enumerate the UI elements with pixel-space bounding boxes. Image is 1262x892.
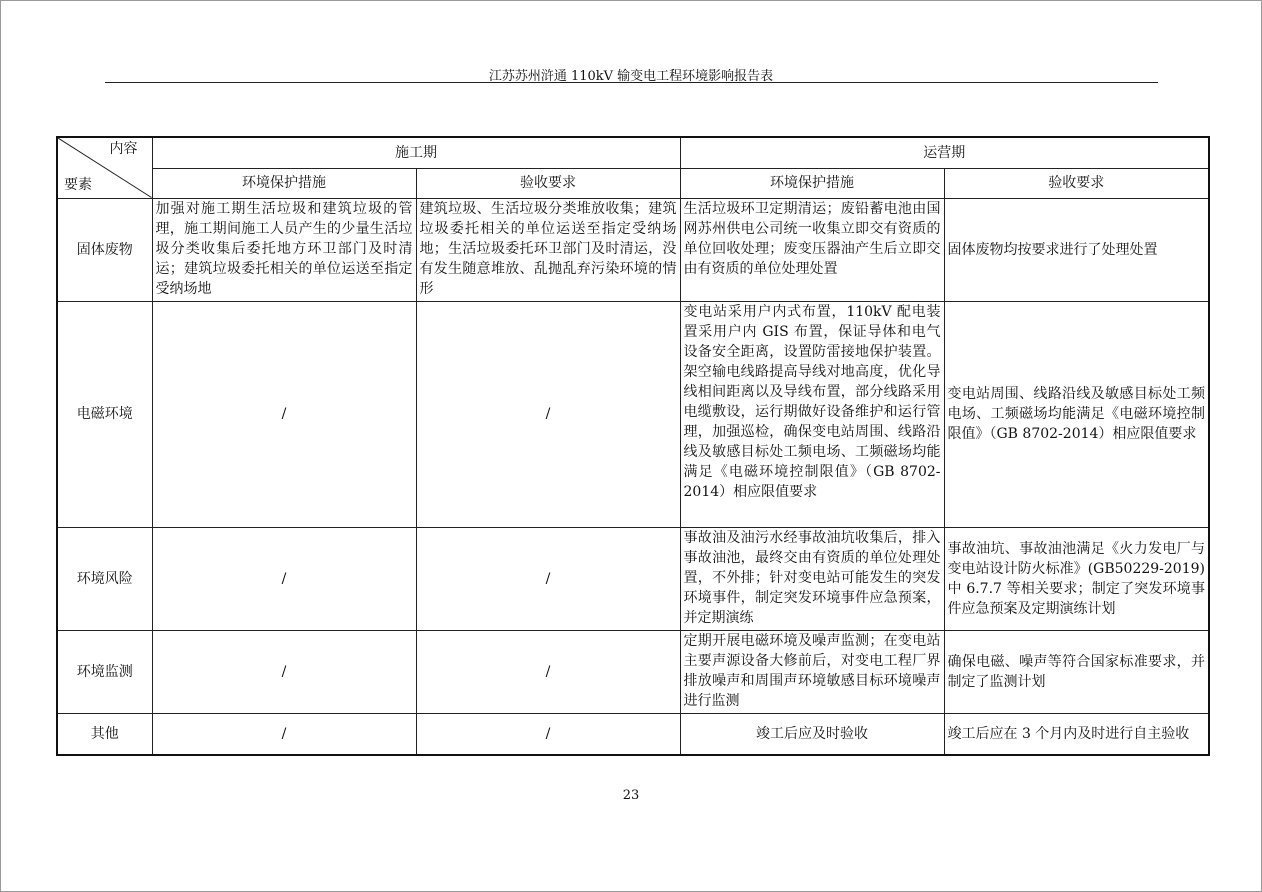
corner-label-content: 内容	[109, 141, 138, 157]
table-row-electromagnetic	[57, 301, 1209, 527]
cell-operation-acceptance: 变电站周围、线路沿线及敏感目标处工频电场、工频磁场均能满足《电磁环境控制限值》（GB 8702-2014）相应限值要求	[944, 301, 1209, 527]
table-header-row-phases	[57, 137, 1209, 168]
cell-operation-measures: 竣工后应及时验收	[680, 713, 944, 755]
table-row-other	[57, 713, 1209, 755]
cell-construction-acceptance: /	[416, 301, 680, 527]
column-header-operation-acceptance: 验收要求	[944, 168, 1209, 198]
cell-operation-measures: 定期开展电磁环境及噪声监测；在变电站主要声源设备大修前后，对变电工程厂界排放噪声和周围声环境敏感目标环境噪声进行监测	[680, 630, 944, 713]
cell-operation-measures: 生活垃圾环卫定期清运；废铅蓄电池由国网苏州供电公司统一收集立即交有资质的单位回收处理；废变压器油产生后立即交由有资质的单位处理处置	[680, 198, 944, 301]
column-header-operation-measures: 环境保护措施	[680, 168, 944, 198]
cell-operation-measures: 变电站采用户内式布置，110kV 配电装置采用户内 GIS 布置，保证导体和电气设备安全距离，设置防雷接地保护装置。架空输电线路提高导线对地高度，优化导线相间距离以及导线布置，部分线路采用电缆敷设，运行期做好设备维护和运行管理，加强巡检，确保变电站周围、线路沿线及敏感目标处工频电场、工频磁场均能满足《电磁环境控制限值》（GB 8702-2014）相应限值要求	[680, 301, 944, 527]
cell-construction-measures: /	[152, 527, 416, 630]
row-element-label: 电磁环境	[57, 301, 152, 527]
page-number: 23	[622, 788, 640, 803]
cell-operation-acceptance: 事故油坑、事故油池满足《火力发电厂与变电站设计防火标准》(GB50229-2019)中 6.7.7 等相关要求；制定了突发环境事件应急预案及定期演练计划	[944, 527, 1209, 630]
cell-operation-acceptance: 竣工后应在 3 个月内及时进行自主验收	[944, 713, 1209, 755]
row-element-label: 其他	[57, 713, 152, 755]
row-element-label: 环境监测	[57, 630, 152, 713]
document-header-title: 江苏苏州浒通 110kV 输变电工程环境影响报告表	[488, 69, 774, 84]
column-header-construction-measures: 环境保护措施	[152, 168, 416, 198]
cell-operation-acceptance: 固体废物均按要求进行了处理处置	[944, 198, 1209, 301]
phase-header-operation: 运营期	[680, 137, 1209, 168]
cell-construction-acceptance: /	[416, 527, 680, 630]
cell-construction-acceptance: /	[416, 630, 680, 713]
environmental-measures-table	[56, 136, 1210, 756]
table-header-row-columns	[57, 168, 1209, 198]
phase-header-construction: 施工期	[152, 137, 680, 168]
header-rule	[105, 82, 1158, 83]
cell-construction-measures: /	[152, 301, 416, 527]
table-row-environmental-monitoring	[57, 630, 1209, 713]
cell-construction-acceptance: /	[416, 713, 680, 755]
cell-construction-measures: 加强对施工期生活垃圾和建筑垃圾的管理，施工期间施工人员产生的少量生活垃圾分类收集后委托地方环卫部门及时清运；建筑垃圾委托相关的单位运送至指定受纳场地	[152, 198, 416, 301]
cell-construction-acceptance: 建筑垃圾、生活垃圾分类堆放收集；建筑垃圾委托相关的单位运送至指定受纳场地；生活垃圾委托环卫部门及时清运，没有发生随意堆放、乱抛乱弃污染环境的情形	[416, 198, 680, 301]
row-element-label: 环境风险	[57, 527, 152, 630]
cell-operation-acceptance: 确保电磁、噪声等符合国家标准要求，并制定了监测计划	[944, 630, 1209, 713]
corner-label-element: 要素	[64, 176, 92, 193]
row-element-label: 固体废物	[57, 198, 152, 301]
table-corner-cell	[57, 137, 152, 198]
cell-construction-measures: /	[152, 713, 416, 755]
cell-construction-measures: /	[152, 630, 416, 713]
table-row-solid-waste	[57, 198, 1209, 301]
column-header-construction-acceptance: 验收要求	[416, 168, 680, 198]
table-row-environmental-risk	[57, 527, 1209, 630]
cell-operation-measures: 事故油及油污水经事故油坑收集后，排入事故油池，最终交由有资质的单位处理处置，不外排；针对变电站可能发生的突发环境事件，制定突发环境事件应急预案，并定期演练	[680, 527, 944, 630]
